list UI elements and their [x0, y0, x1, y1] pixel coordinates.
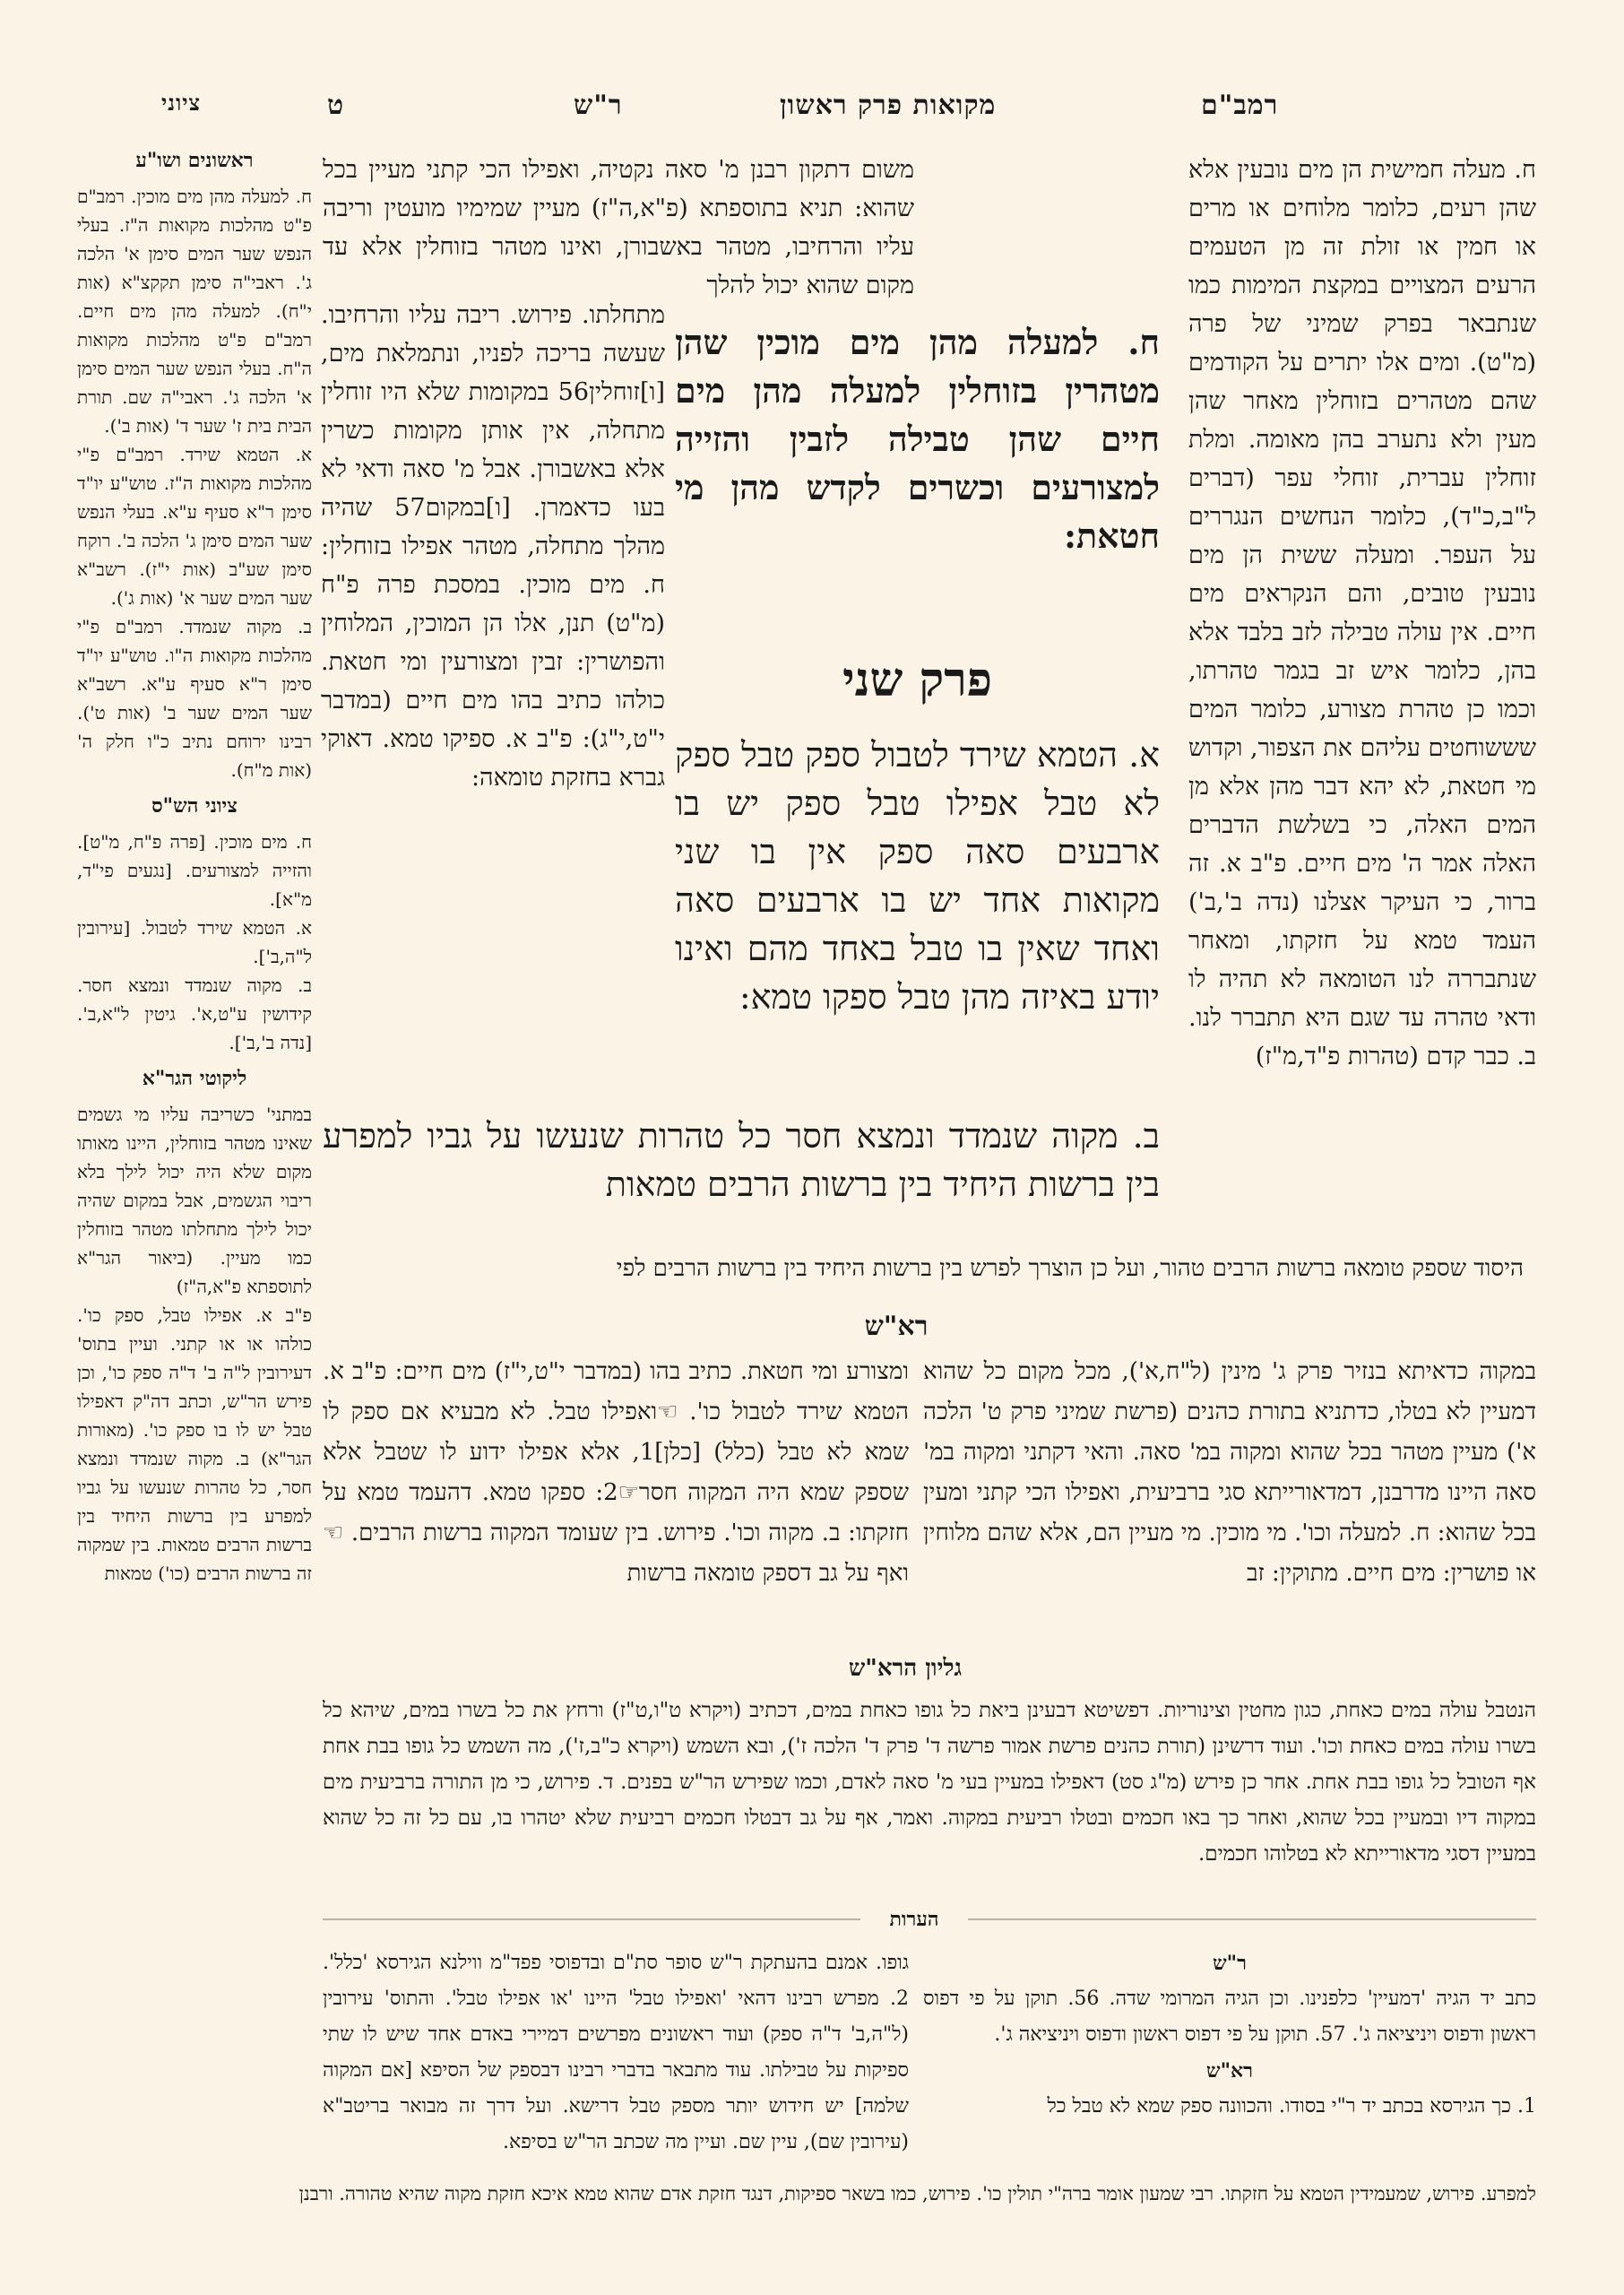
mishna-aleph: א. הטמא שירד לטבול ספק טבל ספק לא טבל אפילו טבל ספק יש בו ארבעים סאה ספק אין בו שני מקואות אחד יש בו ארבעים סאה ואחד שאין בו טבל באחד מהם ואינו יודע באיזה מהן טבל ספקו טמא: — [675, 735, 1160, 1017]
sidebar-ref: ב. מקוה שנמדד. רמב"ם פ"י מהלכות מקואות ה"ו. טוש"ע יו"ד סימן ר"א סעיף ע"א. רשב"א שער המים שער ב' (אות ט'). רבינו ירוחם נתיב כ"ו חלק ה' (אות מ"ח). — [77, 616, 312, 781]
sidebar-gra: במתני' כשריבה עליו מי גשמים שאינו מטהר בזוחלין, היינו מאותו מקום שלא היה יכול לילך בלא ריבוי הגשמים, אבל במקום שהיה יכול לילך מתחלתו מטהר בזוחלין כמו מעיין. (ביאור הגר"א לתוספתא פ"א,ה"ז) — [77, 1104, 312, 1297]
sidebar-heading-shas: ציוני הש"ס — [151, 794, 238, 818]
rosh-commentary-left: ומצורע ומי חטאת. כתיב בהו (במדבר י"ט,י"ז) מים חיים: פ"ב א. הטמא שירד לטבול כו'. ☜ואפילו טבל. לא מבעיא אם ספק לו שמא לא טבל (כלל) [כלן]1, אלא אפילו ידוע לו שטבל אלא שספק שמא היה המקוה חסר☞2: ספקו טמא. דהעמד טמא על חזקתו: ב. מקוה וכו'. פירוש. בין שעומד המקוה ברשות הרבים. ☜ואף על גב דספק טומאה ברשות — [323, 1358, 909, 1587]
header-tziyuni: ציוני — [161, 90, 202, 116]
header-rash: ר"ש — [574, 90, 623, 121]
notes-rosh-text: 1. כך הגירסא בכתב יד ר"י בסודו. והכוונה ספק שמא לא טבל כל — [1047, 2095, 1536, 2117]
header-title: מקואות פרק ראשון — [780, 90, 997, 121]
sidebar-gra: פ"ב א. אפילו טבל, ספק כו'. כולהו או או קתני. ועיין בתוס' דעירובין ל"ה ב' ד"ה ספק כו', וכן פירש הר"ש, וכתב דה"ק דאפילו טבל יש לו בו ספק כו'. (מאורות הגר"א) ב. מקוה שנמדד ונמצא חסר, כל טהרות שנעשו על גביו למפרע בין ברשות היחיד בין ברשות הרבים טמאות. בין שמקוה זה ברשות הרבים (כו') טמאות — [77, 1304, 312, 1584]
sidebar-ref: ח. מים מוכין. [פרה פ"ח, מ"ט]. והזייה למצורעים. [נגעים פי"ד, מ"א]. — [77, 831, 312, 910]
sidebar-ref: א. הטמא שירד לטבול. [עירובין ל"ה,ב']. — [77, 917, 312, 967]
sidebar-ref: א. הטמא שירד. רמב"ם פ"י מהלכות מקואות ה"ז. טוש"ע יו"ד סימן ר"א סעיף ע"א. בעלי הנפש שער המים סימן ג' הלכה ב'. רוקח סימן שע"ב (אות י"ז). רשב"א שער המים שער א' (אות ג'). — [77, 444, 312, 609]
notes-left: גופו. אמנם בהעתקת ר"ש סופר סת"ם ובדפוסי פפד"מ ווילנא הגירסא 'כלל'. 2. מפרש רבינו דהאי 'ואפילו טבל' היינו 'או אפילו טבל'. והתוס' עירובין (ל"ה,ב' ד"ה ספק) ועוד ראשונים מפרשים דמיירי באדם אחד שיש לו שתי ספיקות על טבילתו. עוד מתבאר בדברי רבינו דבספק של הסיפא [אם המקוה שלמה] יש חידוש יותר מספק טבל דרישא. ועל דרך זה מבואר בריטב"א (עירובין שם), עיין שם. ועיין מה שכתב הר"ש בסיפא. — [323, 1952, 909, 2153]
rambam-continuation: היסוד שספק טומאה ברשות הרבים טהור, ועל כן הוצרך לפרש בין ברשות היחיד בין ברשות הרבים לפי — [616, 1255, 1524, 1282]
chapter-heading: פרק שני — [842, 653, 993, 707]
mishna-block — [675, 318, 1160, 560]
mishna-chet: ח. למעלה מהן מים מוכין שהן מטהרין בזוחלין למעלה מהן מים חיים שהן טבילה לזבין והזייה למצורעים וכשרים לקדש מהן מי חטאת: — [675, 322, 1160, 556]
rash-commentary-top: משום דתקון רבנן מ' סאה נקטיה, ואפילו הכי קתני מעיין בכל שהוא: תניא בתוספתא (פ"א,ה"ז) מעיין שמימיו מועטין וריבה עליו והרחיבו, מטהר באשבורן, ואינו מטהר בזוחלין אלא עד מקום שהוא יכול להלך — [323, 156, 914, 299]
notes-rash-heading: ר"ש — [1213, 1952, 1247, 1975]
sidebar-ref: ח. למעלה מהן מים מוכין. רמב"ם פ"ט מהלכות מקואות ה"ז. בעלי הנפש שער המים סימן א' הלכה ג'. ראבי"ה סימן תקקצ"א (אות י"ח). למעלה מהן מים חיים. רמב"ם פ"ט מהלכות מקואות ה"ח. בעלי הנפש שער המים סימן א' הלכה ג'. ראבי"ה שם. תורת הבית בית ז' שער ד' (אות ב'). — [77, 186, 312, 437]
sidebar-references — [77, 139, 312, 1588]
sidebar-ref: ב. מקוה שנמדד ונמצא חסר. קידושין ע"ט,א'. גיטין ל"א,ב'. [נדה ב',ב']. — [77, 974, 312, 1053]
notes-right — [923, 1945, 1536, 2125]
rosh-heading: רא"ש — [864, 1311, 929, 1342]
gilyon-heading: גליון הרא"ש — [848, 1655, 963, 1682]
rambam-commentary: ח. מעלה חמישית הן מים נובעין אלא שהן רעים, כלומר מלוחים או מרים או חמין או זולת זה מן הטעמים הרעים המצויים במקצת המימות כמו שנתבאר בפרק שמיני של פרה (מ"ט). ומים אלו יתרים על הקודמים שהם מטהרים בזוחלין מאחר שהן מעין ולא נתערב בהן מאומה. ומלת זוחלין עברית, זוחלי עפר (דברים ל"ב,כ"ד), כלומר הנחשים הנגררים על העפר. ומעלה ששית הן מים נובעין טובים, והם הנקראים מים חיים. אין עולה טבילה לזב בלבד אלא בהן, כלומר איש זב בגמר טהרתו, וכמו כן טהרת מצורע, כלומר המים שששוחטים עליהם את הצפור, וקדוש מי חטאת, לא יהא דבר מהן אלא מן המים האלה, כי בשלשת הדברים האלה אמר ה' מים חיים. פ"ב א. זה ברור, כי העיקר אצלנו (נדה ב',ב') העמד טמא על חזקתו, ומאחר שנתבררה לנו הטומאה לא תהיה לו ודאי טהרה עד שגם היא תתברר לנו. ב. כבר קדם (טהרות פ"ד,מ"ז) — [1188, 156, 1536, 1070]
mishna-bet: ב. מקוה שנמדד ונמצא חסר כל טהרות שנעשו על גביו למפרע בין ברשות היחיד בין ברשות הרבים טמאות — [323, 1116, 1160, 1204]
gilyon-text: הנטבל עולה במים כאחת, כגון מחטין וצינוריות. דפשיטא דבעינן ביאת כל גופו כאחת במים, דכתיב (ויקרא ט"ו,ט"ז) ורחץ את כל בשרו במים, שיהא כל בשרו עולה במים כאחת וכו'. ועוד דרשינן (תורת כהנים פרשת אמור פרשה ד' פרק ד' הלכה ז'), ובא השמש (ויקרא כ"ב,ז'), מה השמש כל גופו בבת אחת אף הטובל כל גופו בבת אחת. אחר כן פירש (מ"ג סט) דאפילו במעיין בעי מ' סאה לאדם, וכמו שפירש הר"ש בפנים. ד. פירוש, כי מן התורה ברביעית מים במקוה דיו ובמעיין בכל שהוא, ואחר כך באו חכמים ובטלו רביעית במקוה. ואמר, אף על גב דבטלו חכמים רביעית שלא יטהרו בו, עם כל זה כל שהוא במעיין דסגי מדאורייתא לא בטלוהו חכמים. — [323, 1699, 1536, 1866]
bottom-continuation: למפרע. פירוש, שמעמידין הטמא על חזקתו. רבי שמעון אומר ברה"י תולין כו'. פירוש, כמו בשאר ספיקות, דנגד חזקת אדם שהוא טמא איכא חזקת מקוה שהיא טהורה. ורבנן — [298, 2183, 1536, 2204]
rosh-commentary-right: במקוה כדאיתא בנזיר פרק ג' מינין (ל"ח,א'), מכל מקום כל שהוא דמעיין לא בטלו, כדתניא בתורת כהנים (פרשת שמיני פרק ט' הלכה א') מעיין מטהר בכל שהוא ומקוה במ' סאה. והאי דקתני ומקוה במ' סאה היינו מדרבנן, דמדאורייתא סגי ברביעית, ואפילו הכי קתני ומעין בכל שהוא: ח. למעלה וכו'. מי מוכין. מי מעיין הם, אלא שהם מלוחין או פושרין: מים חיים. מתוקין: זב — [923, 1358, 1536, 1587]
notes-rash-text: כתב יד הגיה 'דמעיין' כלפנינו. וכן הגיה המרומי שדה. 56. תוקן על פי דפוס ראשון ודפוס ויניציאה ג'. 57. תוקן על פי דפוס ראשון ודפוס ויניציאה ג'. — [923, 1988, 1536, 2046]
sidebar-heading-gra: ליקוטי הגר"א — [142, 1067, 247, 1090]
mishna-block-2 — [675, 731, 1160, 1021]
header-rambam: רמב"ם — [1201, 90, 1279, 121]
notes-rosh-heading: רא"ש — [1206, 2059, 1253, 2083]
sidebar-heading-rishonim: ראשונים ושו"ע — [135, 149, 254, 172]
header-page-number: ט — [327, 90, 345, 121]
rash-commentary-left: מתחלתו. פירוש. ריבה עליו והרחיבו. שעשה בריכה לפניו, ונתמלאת מים, [ו]זוחלין56 במקומות שלא היו זוחלין מתחלה, אין אותן מקומות כשרין אלא באשבורן. אבל מ' סאה ודאי לא בעו כדאמרן. [ו]במקום57 שהיה מהלך מתחלה, מטהר אפילו בזוחלין: ח. מים מוכין. במסכת פרה פ"ח (מ"ט) תנן, אלו הן המוכין, המלוחין והפושרין: זבין ומצורעין ומי חטאת. כולהו כתיב בהו מים חיים (במדבר י"ט,י"ג): פ"ב א. ספיקו טמא. דאוקי גברא בחזקת טומאה: — [321, 301, 665, 792]
notes-heading: הערות — [860, 1908, 968, 1931]
